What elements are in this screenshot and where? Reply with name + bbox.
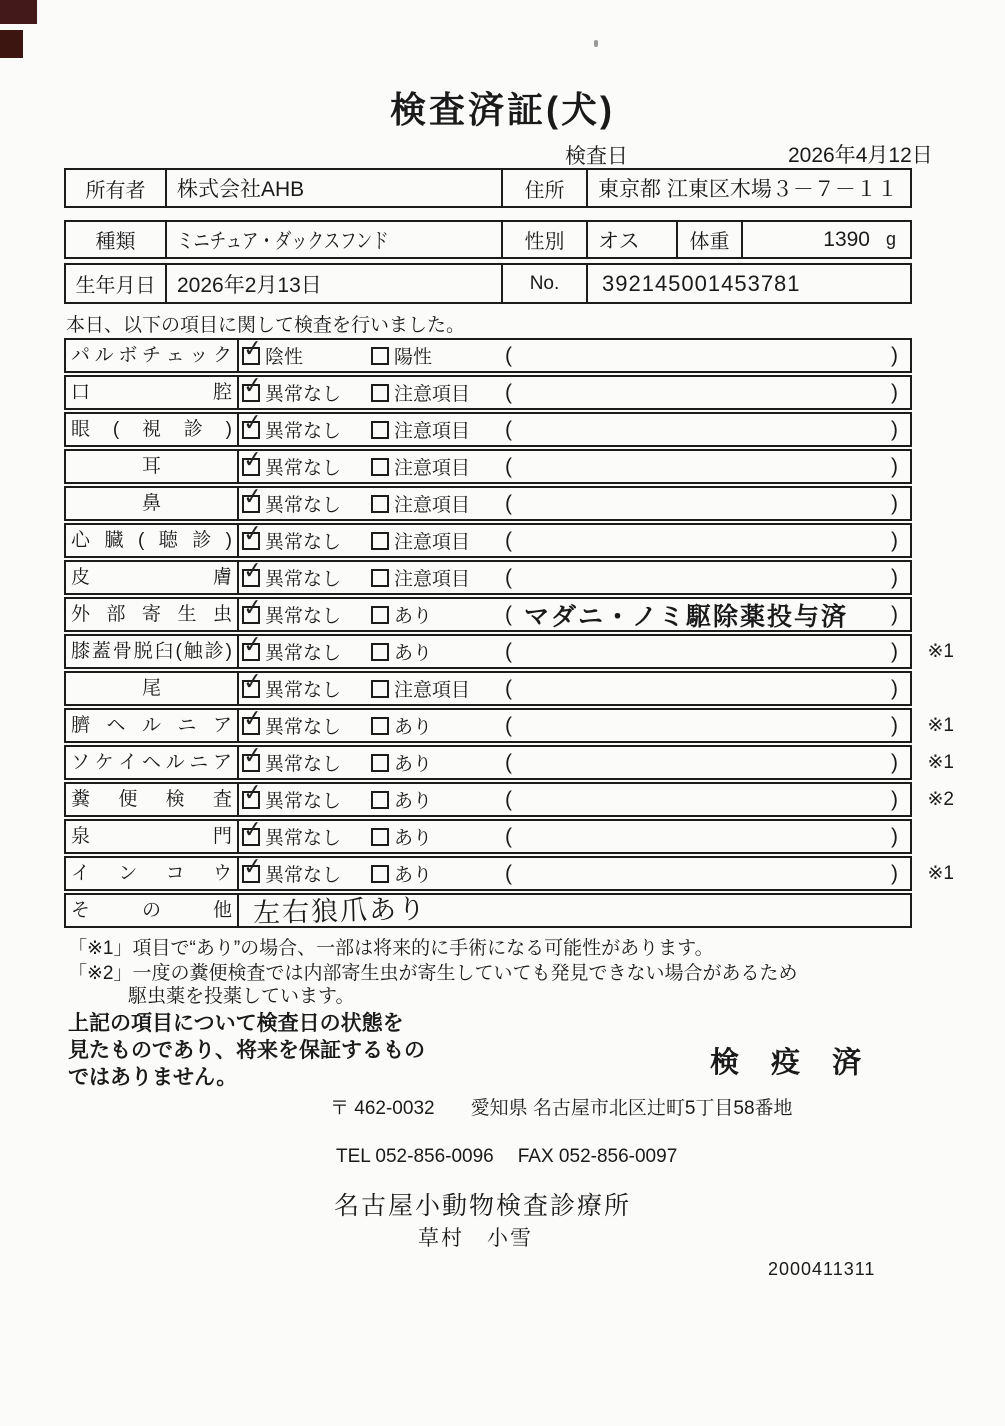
checkbox-checked-icon: [241, 333, 264, 365]
checkbox-option: [241, 592, 342, 630]
table-row: [64, 444, 912, 484]
option-label: あり: [394, 828, 433, 849]
item-name-char: ア: [212, 752, 232, 773]
item-name-char: 寄: [141, 604, 161, 625]
item-name-char: ヘ: [106, 715, 126, 736]
table-row: [64, 592, 912, 632]
checkbox-option: [241, 703, 342, 741]
item-name-char: 他: [212, 900, 232, 921]
page-title: 検査済証(犬): [390, 89, 615, 130]
open-paren: (: [505, 861, 512, 885]
option-label: あり: [394, 717, 433, 738]
disclaimer-block: [68, 1010, 425, 1091]
open-paren: (: [505, 528, 512, 552]
address-label: 住所: [503, 170, 588, 206]
scan-corner-artifact: [0, 30, 23, 58]
item-name-char: 糞: [71, 789, 91, 810]
row-body: [239, 893, 910, 929]
item-name-char: 耳: [141, 456, 161, 477]
check-mark-icon: ✓: [241, 666, 264, 695]
item-name-char: 鼻: [141, 493, 161, 514]
checkbox-checked-icon: [241, 592, 264, 624]
item-name-char: 便: [118, 789, 138, 810]
checkbox-option: [371, 562, 470, 593]
item-name-char: 門: [212, 826, 232, 847]
disclaimer-line: ではありません。: [68, 1066, 238, 1089]
item-name-char: ン: [118, 863, 138, 884]
scan-corner-artifact: [0, 0, 37, 24]
checkbox-unchecked-icon: [371, 606, 389, 624]
check-mark-icon: ✓: [241, 518, 264, 547]
birth-table-row: [64, 263, 912, 304]
checkbox-option: [241, 740, 342, 778]
option-label: 異常なし: [265, 754, 342, 775]
close-paren: ): [891, 713, 898, 737]
item-name-char: 蓋: [91, 641, 111, 662]
disclaimer-line: 見たものであり、将来を保証するもの: [68, 1039, 425, 1062]
close-paren: ): [891, 676, 898, 700]
item-name-char: 虫: [212, 604, 232, 625]
item-name-char: 脱: [133, 641, 153, 662]
item-name-char: 聴: [158, 530, 178, 551]
checkbox-checked-icon: [241, 370, 264, 402]
checkbox-unchecked-icon: [371, 458, 389, 476]
close-paren: ): [891, 417, 898, 441]
close-paren: ): [891, 861, 898, 885]
checkbox-option: [241, 814, 342, 852]
option-label: 異常なし: [265, 421, 342, 442]
checkbox-unchecked-icon: [371, 828, 389, 846]
birth-value: 2026年2月13日: [167, 265, 503, 302]
check-mark-icon: ✓: [241, 740, 264, 769]
table-row: [64, 555, 912, 595]
item-name-char: (: [175, 641, 182, 662]
item-name-char: 検: [165, 789, 185, 810]
row-body: [239, 851, 910, 889]
checkbox-unchecked-icon: [371, 791, 389, 809]
item-name-char: ウ: [212, 863, 232, 884]
option-label: あり: [394, 865, 433, 886]
open-paren: (: [505, 380, 512, 404]
check-mark-icon: ✓: [241, 481, 264, 510]
item-name-char: 膝: [71, 641, 91, 662]
option-label: 異常なし: [265, 569, 342, 590]
item-name: [66, 747, 239, 778]
item-name-char: 生: [177, 604, 197, 625]
checkbox-checked-icon: [241, 555, 264, 587]
checkbox-unchecked-icon: [371, 754, 389, 772]
table-row: [64, 893, 912, 928]
check-mark-icon: ✓: [241, 703, 264, 732]
checkbox-unchecked-icon: [371, 643, 389, 661]
checkbox-option: [371, 488, 470, 519]
item-name: [66, 340, 239, 371]
item-name: [66, 562, 239, 593]
footnote-1: 「※1」項目で“あり”の場合、一部は将来的に手術になる可能性があります。: [68, 938, 714, 959]
item-name: [66, 599, 239, 630]
checkbox-option: [371, 673, 470, 704]
close-paren: ): [891, 380, 898, 404]
item-name-char: ケ: [94, 752, 114, 773]
option-label: 異常なし: [265, 458, 342, 479]
item-name-char: ル: [165, 752, 185, 773]
reference-mark: ※1: [927, 715, 954, 736]
item-name-char: 眼: [71, 419, 91, 440]
checkbox-option: [241, 333, 304, 371]
breed-text: ミニチュア・ダックスフンド: [177, 229, 389, 253]
open-paren: (: [505, 824, 512, 848]
item-name: [66, 488, 239, 519]
row-body: [239, 370, 910, 408]
item-name-char: イ: [71, 863, 91, 884]
checkbox-checked-icon: [241, 740, 264, 772]
check-mark-icon: ✓: [241, 407, 264, 436]
item-name-char: ソ: [71, 752, 91, 773]
checkbox-unchecked-icon: [371, 421, 389, 439]
check-mark-icon: ✓: [241, 777, 264, 806]
checkbox-option: [241, 370, 342, 408]
paren-remark: マダニ・ノミ駆除薬投与済: [524, 602, 849, 631]
option-label: 異常なし: [265, 643, 342, 664]
item-name-char: ェ: [165, 345, 185, 366]
scan-speck: [594, 40, 598, 47]
checkbox-option: [371, 525, 470, 556]
checkbox-option: [371, 377, 470, 408]
table-row: [64, 370, 912, 410]
row-body: [239, 740, 910, 778]
owner-label: 所有者: [66, 170, 167, 206]
close-paren: ): [891, 602, 898, 626]
table-row: [64, 666, 912, 706]
item-name-char: パ: [71, 345, 91, 366]
open-paren: (: [505, 602, 512, 626]
checkbox-checked-icon: [241, 518, 264, 550]
item-name: [66, 414, 239, 445]
row-body: [239, 703, 910, 741]
close-paren: ): [891, 528, 898, 552]
item-name-char: ニ: [189, 752, 209, 773]
owner-value: 株式会社AHB: [167, 170, 503, 206]
close-paren: ): [891, 565, 898, 589]
close-paren: ): [891, 639, 898, 663]
item-name: [66, 673, 239, 704]
open-paren: (: [505, 417, 512, 441]
quarantine-passed-stamp: 検 疫 済: [710, 1047, 874, 1079]
item-name-char: ク: [212, 345, 232, 366]
reference-mark: ※1: [927, 863, 954, 884]
sex-label: 性別: [503, 222, 588, 257]
checkbox-option: [371, 784, 432, 815]
open-paren: (: [505, 787, 512, 811]
item-name: [66, 636, 239, 667]
checkbox-checked-icon: [241, 814, 264, 846]
checkbox-checked-icon: [241, 407, 264, 439]
clinic-name: 名古屋小動物検査診療所: [334, 1192, 632, 1220]
check-mark-icon: ✓: [241, 370, 264, 399]
item-name-char: ): [225, 641, 232, 662]
weight-label: 体重: [678, 222, 743, 257]
checkbox-option: [371, 858, 432, 889]
checkbox-unchecked-icon: [371, 680, 389, 698]
item-name-char: 膚: [212, 567, 232, 588]
owner-table: [64, 168, 912, 208]
row-body: [239, 518, 910, 556]
close-paren: ): [891, 343, 898, 367]
item-name-char: 腔: [212, 382, 232, 403]
item-name-char: 診: [183, 419, 203, 440]
checkbox-unchecked-icon: [371, 532, 389, 550]
option-label: あり: [394, 791, 433, 812]
option-label: 異常なし: [265, 717, 342, 738]
row-body: [239, 555, 910, 593]
check-mark-icon: ✓: [241, 629, 264, 658]
table-row: [64, 407, 912, 447]
item-name-char: 部: [106, 604, 126, 625]
open-paren: (: [505, 676, 512, 700]
inspection-checklist: [64, 333, 954, 930]
check-mark-icon: ✓: [241, 592, 264, 621]
footnote-2-cont: 駆虫薬を投薬しています。: [128, 986, 355, 1007]
option-label: 注意項目: [394, 384, 471, 405]
close-paren: ): [891, 787, 898, 811]
open-paren: (: [505, 713, 512, 737]
check-mark-icon: ✓: [241, 814, 264, 843]
checkbox-option: [371, 340, 432, 371]
option-label: 異常なし: [265, 532, 342, 553]
weight-unit: g: [885, 229, 896, 249]
weight-value-cell: [743, 222, 910, 257]
checkbox-unchecked-icon: [371, 384, 389, 402]
check-mark-icon: ✓: [241, 555, 264, 584]
item-name-char: ): [225, 419, 232, 440]
checkbox-option: [371, 636, 432, 667]
clinic-postal-row: [330, 1093, 793, 1120]
open-paren: (: [505, 565, 512, 589]
option-label: 異常なし: [265, 495, 342, 516]
postal-code: 〒 462-0032: [330, 1098, 435, 1119]
item-name-char: ヘ: [141, 752, 161, 773]
option-label: 異常なし: [265, 680, 342, 701]
item-name: [66, 895, 239, 926]
checkbox-option: [241, 518, 342, 556]
breed-value: [167, 222, 503, 257]
row-body: [239, 814, 910, 852]
checkbox-checked-icon: [241, 629, 264, 661]
checkbox-option: [371, 710, 432, 741]
option-label: 異常なし: [265, 384, 342, 405]
veterinarian-name: 草村 小雪: [418, 1227, 533, 1250]
close-paren: ): [891, 824, 898, 848]
open-paren: (: [505, 343, 512, 367]
item-name-char: 泉: [71, 826, 91, 847]
table-row: [64, 814, 912, 854]
clinic-tel: TEL 052-856-0096: [336, 1146, 494, 1167]
clinic-fax: FAX 052-856-0097: [517, 1146, 678, 1167]
item-name: [66, 710, 239, 741]
checkbox-option: [371, 747, 432, 778]
weight-value: 1390: [823, 227, 870, 251]
item-name: [66, 451, 239, 482]
option-label: 注意項目: [394, 532, 471, 553]
disclaimer-line: 上記の項目について検査日の状態を: [68, 1012, 404, 1035]
item-name-char: 臼: [154, 641, 174, 662]
handwritten-note: 左右狼爪あり: [252, 893, 428, 929]
row-body: [239, 407, 910, 445]
option-label: 異常なし: [265, 828, 342, 849]
item-name-char: 臓: [104, 530, 124, 551]
checkbox-option: [241, 481, 342, 519]
open-paren: (: [505, 750, 512, 774]
checkbox-option: [241, 629, 342, 667]
item-name-char: そ: [71, 900, 91, 921]
checkbox-checked-icon: [241, 703, 264, 735]
item-name-char: (: [112, 419, 120, 440]
checkbox-checked-icon: [241, 666, 264, 698]
option-label: 異常なし: [265, 606, 342, 627]
row-body: [239, 333, 910, 371]
table-row: [64, 333, 912, 373]
option-label: 異常なし: [265, 791, 342, 812]
row-body: [239, 777, 910, 815]
no-label: No.: [503, 265, 588, 302]
no-value: 392145001453781: [602, 270, 801, 296]
breed-table-row: [64, 220, 912, 259]
item-name-char: ッ: [189, 345, 209, 366]
item-name-char: ボ: [118, 345, 138, 366]
option-label: 注意項目: [394, 569, 471, 590]
open-paren: (: [505, 491, 512, 515]
checkbox-option: [371, 414, 470, 445]
option-label: あり: [394, 754, 433, 775]
clinic-telfax-row: [336, 1146, 677, 1168]
checkbox-unchecked-icon: [371, 717, 389, 735]
check-mark-icon: ✓: [241, 333, 264, 362]
exam-date-label: 検査日: [565, 145, 628, 168]
checkbox-unchecked-icon: [371, 495, 389, 513]
table-row: [64, 629, 954, 669]
option-label: あり: [394, 606, 433, 627]
close-paren: ): [891, 454, 898, 478]
item-name-char: ル: [94, 345, 114, 366]
item-name-char: コ: [165, 863, 185, 884]
checkbox-option: [371, 451, 470, 482]
checkbox-checked-icon: [241, 777, 264, 809]
checkbox-unchecked-icon: [371, 865, 389, 883]
item-name-char: 査: [212, 789, 232, 810]
item-name-char: ニ: [177, 715, 197, 736]
checkbox-unchecked-icon: [371, 569, 389, 587]
item-name-char: 外: [71, 604, 91, 625]
item-name-char: 診: [204, 641, 224, 662]
address-value: 東京都 江東区木場３－７－１１: [598, 178, 898, 201]
exam-date-value: 2026年4月12日: [788, 144, 933, 167]
reference-mark: ※1: [927, 641, 954, 662]
option-label: 陽性: [394, 347, 433, 368]
item-name-char: (: [137, 530, 145, 551]
option-label: 異常なし: [265, 865, 342, 886]
reference-mark: ※2: [927, 789, 954, 810]
item-name-char: イ: [118, 752, 138, 773]
row-body: [239, 666, 910, 704]
check-mark-icon: ✓: [241, 851, 264, 880]
close-paren: ): [891, 491, 898, 515]
item-name: [66, 821, 239, 852]
check-mark-icon: ✓: [241, 444, 264, 473]
checkbox-option: [241, 444, 342, 482]
item-name-char: 触: [183, 641, 203, 662]
serial-number: 2000411311: [768, 1259, 876, 1279]
checkbox-checked-icon: [241, 444, 264, 476]
row-body: [239, 481, 910, 519]
reference-mark: ※1: [927, 752, 954, 773]
item-name-char: 口: [71, 382, 91, 403]
checkbox-option: [241, 777, 342, 815]
table-row: [64, 518, 912, 558]
checkbox-checked-icon: [241, 481, 264, 513]
checkbox-option: [371, 599, 432, 630]
item-name-char: 皮: [71, 567, 91, 588]
option-label: 注意項目: [394, 495, 471, 516]
close-paren: ): [891, 750, 898, 774]
option-label: 注意項目: [394, 458, 471, 479]
item-name: [66, 784, 239, 815]
checkbox-option: [241, 407, 342, 445]
item-name-char: ル: [141, 715, 161, 736]
item-name-char: 視: [141, 419, 161, 440]
checkbox-option: [371, 821, 432, 852]
row-body: [239, 629, 910, 667]
open-paren: (: [505, 639, 512, 663]
item-name-char: ア: [212, 715, 232, 736]
open-paren: (: [505, 454, 512, 478]
item-name-char: 診: [192, 530, 212, 551]
option-label: 注意項目: [394, 421, 471, 442]
table-row: [64, 777, 954, 817]
checkbox-option: [241, 666, 342, 704]
item-name-char: 骨: [112, 641, 132, 662]
checkbox-unchecked-icon: [371, 347, 389, 365]
intro-sentence: 本日、以下の項目に関して検査を行いました。: [66, 315, 466, 336]
checkbox-option: [241, 555, 342, 593]
sex-value: オス: [588, 222, 678, 257]
table-row: [64, 740, 954, 780]
footnote-2: 「※2」一度の糞便検査では内部寄生虫が寄生していても発見できない場合があるため: [68, 963, 798, 984]
item-name-char: の: [141, 900, 161, 921]
option-label: あり: [394, 643, 433, 664]
row-body: [239, 444, 910, 482]
checkbox-checked-icon: [241, 851, 264, 883]
breed-label: 種類: [66, 222, 167, 257]
option-label: 注意項目: [394, 680, 471, 701]
option-label: 陰性: [265, 347, 304, 368]
item-name-char: ): [225, 530, 232, 551]
table-row: [64, 851, 954, 891]
item-name-char: チ: [141, 345, 161, 366]
birth-label: 生年月日: [66, 265, 167, 302]
table-row: [64, 481, 912, 521]
clinic-address: 愛知県 名古屋市北区辻町5丁目58番地: [470, 1098, 793, 1119]
row-body: [239, 592, 910, 631]
table-row: [64, 703, 954, 743]
item-name-char: 尾: [141, 678, 161, 699]
checkbox-option: [241, 851, 342, 889]
item-name: [66, 525, 239, 556]
item-name-char: 臍: [71, 715, 91, 736]
item-name-char: 心: [71, 530, 91, 551]
item-name: [66, 858, 239, 889]
item-name: [66, 377, 239, 408]
